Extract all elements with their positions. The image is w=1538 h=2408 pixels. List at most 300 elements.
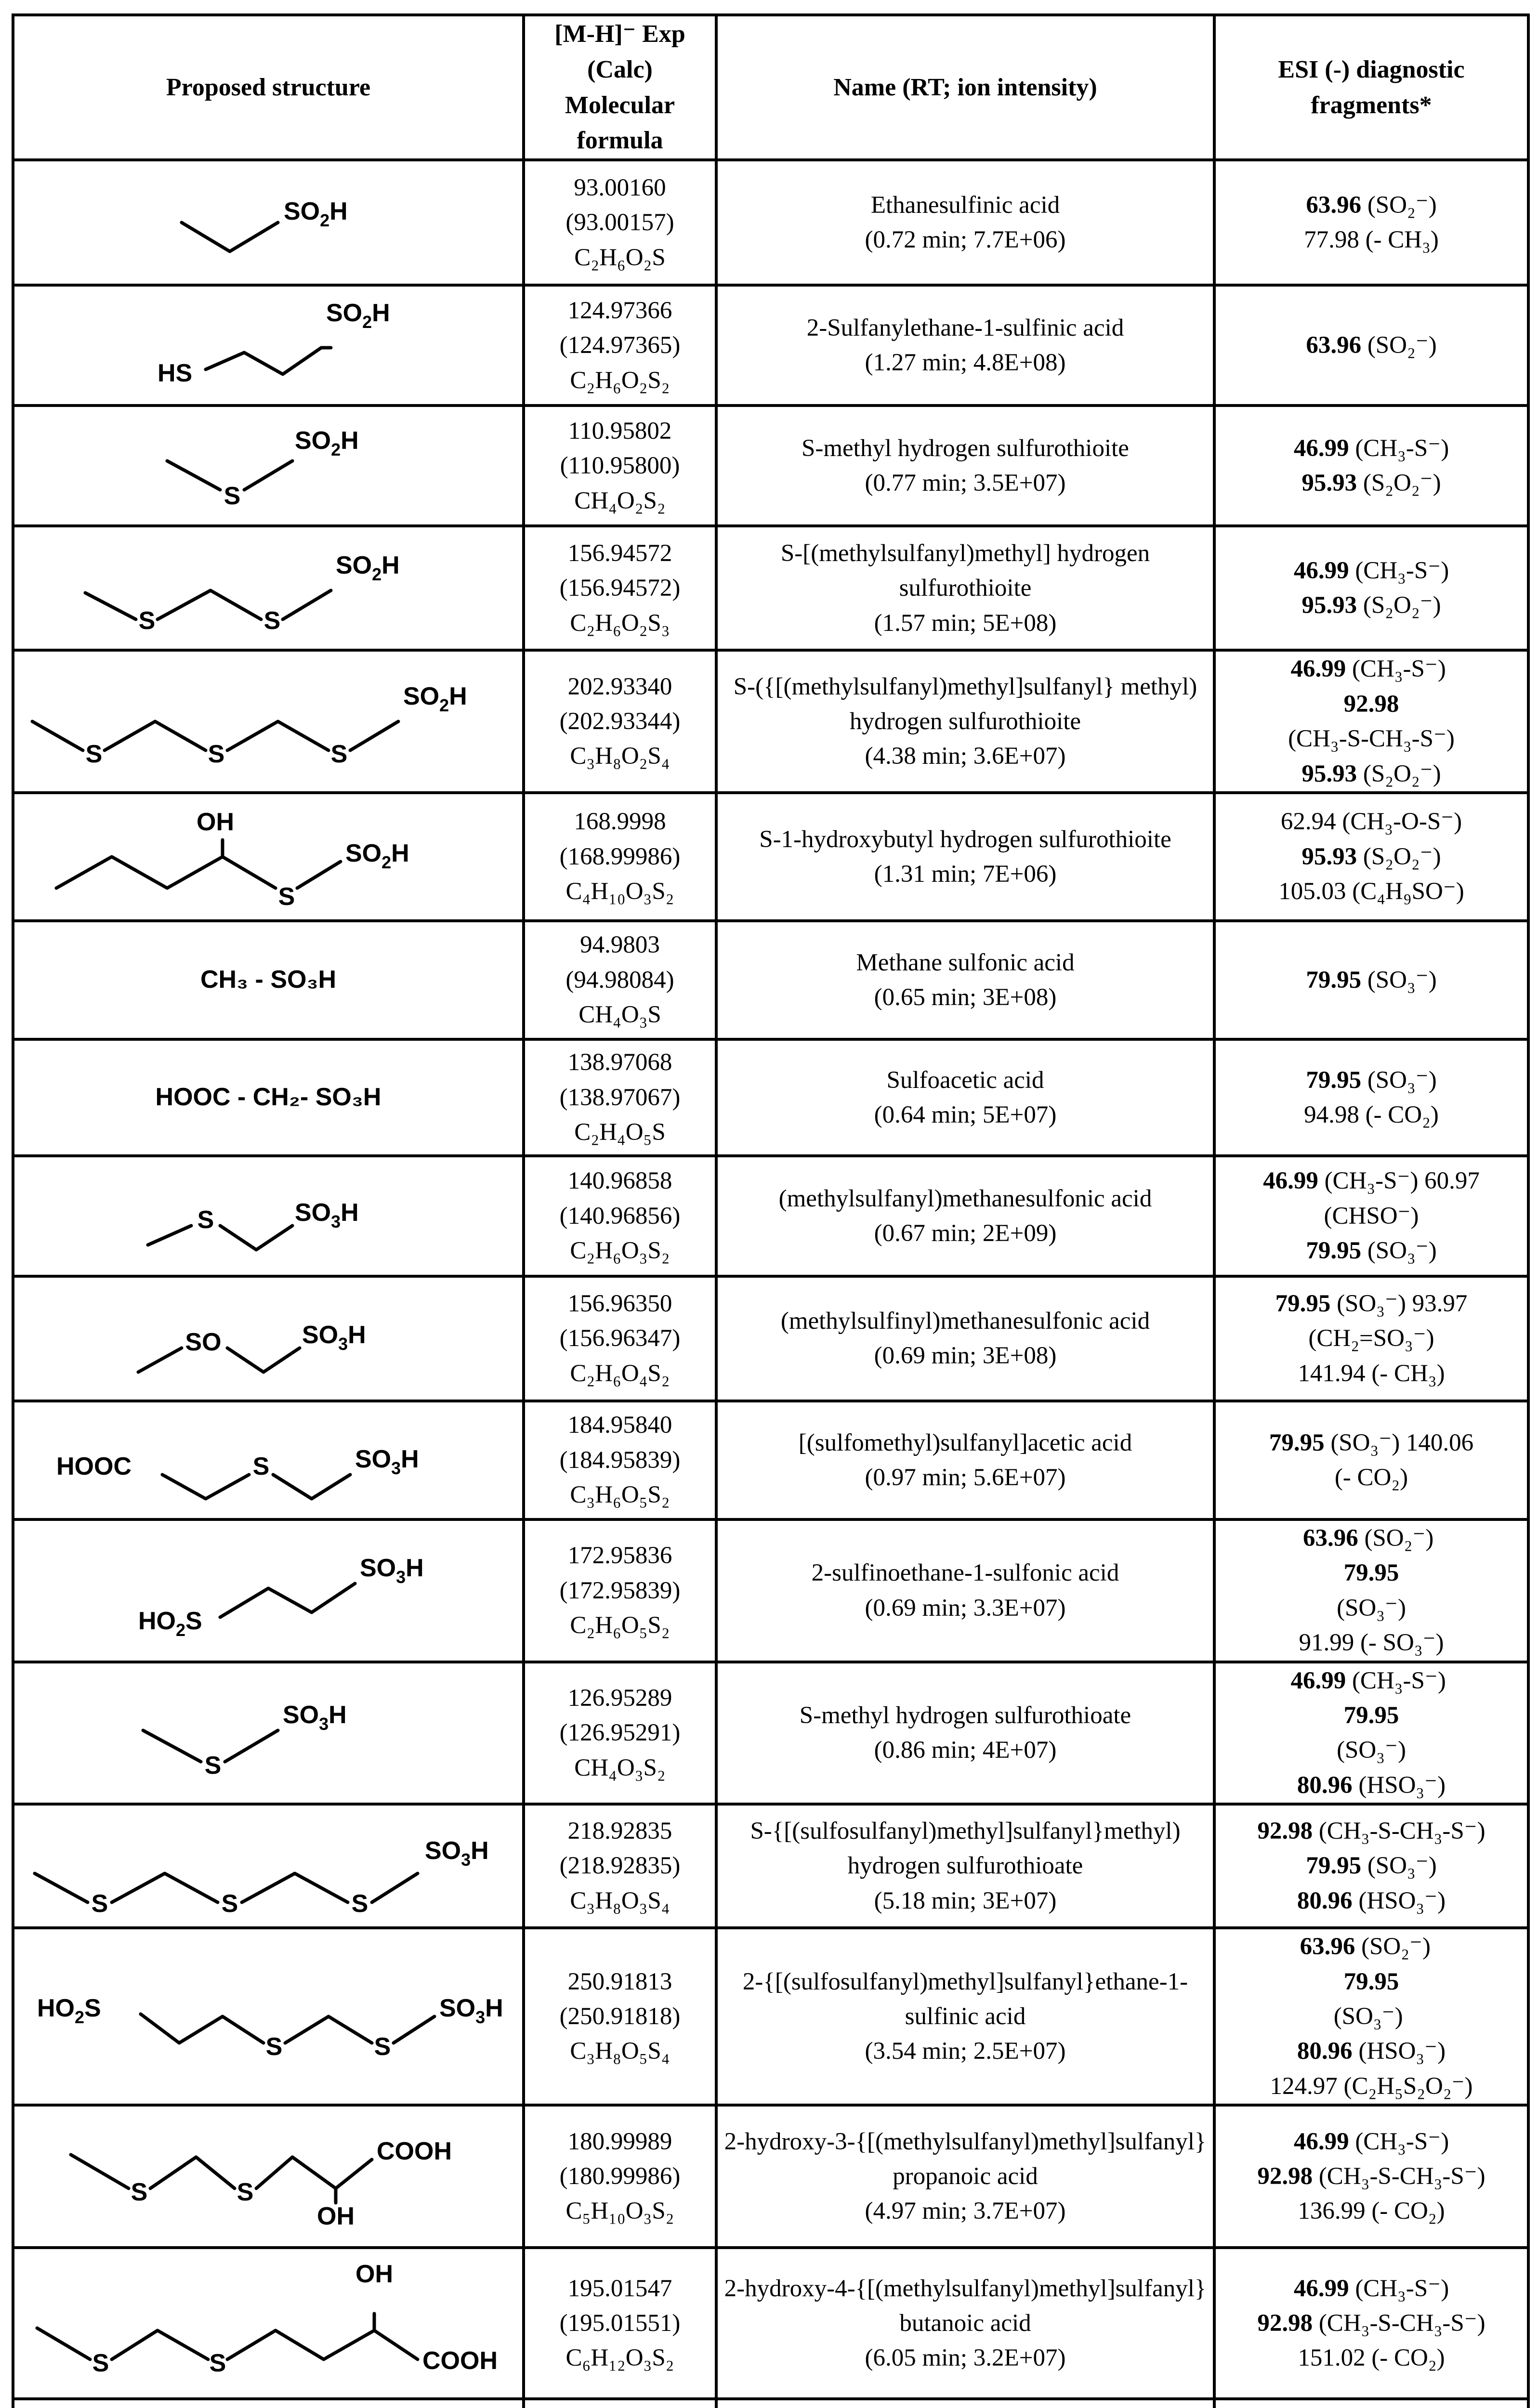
structure-drawing bbox=[148, 422, 389, 509]
structure-label: CH₃ - SO₃H bbox=[200, 966, 337, 994]
name-cell bbox=[716, 1276, 1214, 1401]
bond-line bbox=[105, 721, 206, 750]
bond-line bbox=[227, 721, 329, 750]
fragment-line bbox=[1222, 1321, 1521, 1356]
fragment-line bbox=[1222, 2069, 1521, 2104]
table-row bbox=[13, 793, 1528, 921]
retention-time: (0.72 min; 7.7E+06) bbox=[865, 226, 1066, 254]
compound-name: (methylsulfanyl)methanesulfonic acid bbox=[778, 1185, 1152, 1212]
atom-label: SO bbox=[185, 1328, 222, 1357]
retention-time: (0.67 min; 2E+09) bbox=[874, 1219, 1057, 1247]
mass-cell bbox=[524, 406, 716, 526]
structure-cell bbox=[13, 2399, 524, 2408]
fragment-mz: 79.95 bbox=[1306, 1066, 1362, 1094]
fragment-line bbox=[1222, 2194, 1521, 2228]
bond-line bbox=[148, 1226, 191, 1245]
bond-line bbox=[227, 2330, 374, 2359]
fragment-mz: 95.93 bbox=[1301, 592, 1357, 619]
fragment-line bbox=[1222, 1063, 1521, 1098]
structure-cell bbox=[13, 1276, 524, 1401]
fragment-mz: 92.98 bbox=[1257, 2163, 1313, 2190]
mass-exp: 156.94572 bbox=[567, 539, 672, 567]
atom-label: OH bbox=[317, 2202, 355, 2231]
fragment-line bbox=[1222, 1733, 1521, 1767]
fragment-line bbox=[1222, 1233, 1521, 1268]
fragments-cell bbox=[1214, 1804, 1528, 1928]
mass-exp: 110.95802 bbox=[568, 417, 672, 445]
fragment-line bbox=[1222, 1848, 1521, 1883]
fragment-ion: (CH₃-S-CH₃-S⁻) bbox=[1313, 1818, 1485, 1845]
atom-label: S bbox=[223, 482, 241, 510]
fragment-ion: 136.99 (- CO₂) bbox=[1298, 2198, 1445, 2225]
atom-label: S bbox=[131, 2178, 148, 2207]
bond-line bbox=[71, 2155, 129, 2188]
fragment-ion: (SO₂⁻) bbox=[1361, 191, 1437, 219]
atom-label: COOH bbox=[377, 2137, 452, 2166]
mass-formula: C₃H₆O₅S₂ bbox=[570, 1481, 670, 1509]
fragment-ion: (HSO₃⁻) bbox=[1352, 2038, 1446, 2065]
mass-calc: (93.00157) bbox=[565, 209, 674, 236]
atom-label: $SO_2H$ bbox=[284, 197, 348, 231]
name-cell bbox=[716, 406, 1214, 526]
fragment-mz: 46.99 bbox=[1290, 1667, 1346, 1694]
structure-drawing bbox=[100, 1533, 437, 1649]
bond-line bbox=[182, 222, 278, 251]
retention-time: (6.05 min; 3.2E+07) bbox=[865, 2344, 1066, 2372]
atom-label: S bbox=[208, 740, 225, 769]
mass-calc: (218.92835) bbox=[559, 1852, 681, 1880]
atom-label: S bbox=[209, 2349, 226, 2378]
bond-line bbox=[85, 593, 136, 619]
fragment-ion: 62.94 (CH₃-O-S⁻) bbox=[1280, 808, 1462, 836]
fragment-line bbox=[1222, 588, 1521, 623]
mass-calc: (124.97365) bbox=[559, 332, 681, 359]
bond-line bbox=[256, 2157, 372, 2188]
fragment-line bbox=[1222, 2034, 1521, 2068]
fragment-mz: 80.96 bbox=[1297, 1887, 1353, 1914]
compound-name: Ethanesulfinic acid bbox=[870, 191, 1060, 219]
header-name: Name (RT; ion intensity) bbox=[716, 15, 1214, 160]
fragment-ion: 91.99 (- SO₃⁻) bbox=[1299, 1629, 1444, 1657]
mass-exp: 124.97366 bbox=[567, 297, 672, 324]
atom-label: S bbox=[351, 1889, 368, 1918]
bond-line bbox=[394, 2016, 434, 2043]
fragment-ion: (CH₃-S-CH₃-S⁻) bbox=[1288, 725, 1455, 753]
fragment-ion: (CH₃-S⁻) bbox=[1349, 2128, 1449, 2155]
table-row bbox=[13, 526, 1528, 650]
mass-calc: (250.91818) bbox=[559, 2003, 681, 2030]
fragments-cell bbox=[1214, 2399, 1528, 2408]
fragments-cell bbox=[1214, 1276, 1528, 1401]
fragment-line bbox=[1222, 2159, 1521, 2194]
fragment-line bbox=[1222, 2271, 1521, 2306]
mass-formula: CH₄O₂S₂ bbox=[574, 487, 666, 514]
atom-label: $SO_3H$ bbox=[295, 1198, 359, 1231]
structure-cell bbox=[13, 1928, 524, 2105]
retention-time: (0.86 min; 4E+07) bbox=[874, 1737, 1057, 1764]
compound-name: 2-Sulfanylethane-1-sulfinic acid bbox=[806, 314, 1124, 341]
mass-exp: 184.95840 bbox=[567, 1412, 672, 1439]
fragment-mz: 95.93 bbox=[1301, 760, 1357, 787]
name-cell bbox=[716, 526, 1214, 650]
name-cell bbox=[716, 2248, 1214, 2399]
mass-exp: 172.95836 bbox=[567, 1542, 672, 1570]
structure-cell bbox=[13, 650, 524, 793]
structure-drawing bbox=[124, 1170, 413, 1262]
mass-formula: C₃H₈O₂S₄ bbox=[570, 743, 670, 770]
structure-cell bbox=[13, 793, 524, 921]
table-row bbox=[13, 1401, 1528, 1519]
mass-exp: 218.92835 bbox=[567, 1818, 672, 1845]
structure-cell bbox=[13, 1401, 524, 1519]
fragments-cell bbox=[1214, 526, 1528, 650]
bond-line bbox=[143, 1730, 201, 1762]
bond-line bbox=[223, 857, 276, 888]
mass-calc: (156.96347) bbox=[559, 1325, 681, 1352]
name-cell bbox=[716, 160, 1214, 285]
fragment-ion: (CH₃-S⁻) 60.97 bbox=[1318, 1167, 1480, 1195]
fragment-mz: 79.95 bbox=[1275, 1290, 1331, 1317]
header-structure: Proposed structure bbox=[13, 15, 524, 160]
fragment-ion: (CH₃-S⁻) bbox=[1349, 557, 1449, 584]
atom-label: $SO_3H$ bbox=[360, 1554, 424, 1587]
table-row bbox=[13, 1156, 1528, 1276]
fragment-line bbox=[1222, 1426, 1521, 1460]
retention-time: (1.27 min; 4.8E+08) bbox=[865, 349, 1066, 377]
fragments-cell bbox=[1214, 1401, 1528, 1519]
mass-calc: (140.96856) bbox=[559, 1202, 681, 1230]
mass-exp: 93.00160 bbox=[574, 174, 666, 201]
fragment-line bbox=[1222, 963, 1521, 997]
mass-formula: C₂H₄O₅S bbox=[574, 1119, 666, 1146]
fragment-ion: (CH₃-S⁻) bbox=[1349, 2275, 1449, 2302]
fragment-line bbox=[1222, 1164, 1521, 1198]
mass-formula: C₃H₈O₃S₄ bbox=[570, 1887, 670, 1914]
table-row bbox=[13, 1804, 1528, 1928]
structure-drawing bbox=[52, 2107, 485, 2246]
bond-line bbox=[273, 1475, 350, 1499]
mass-cell bbox=[524, 1662, 716, 1805]
fragment-line bbox=[1222, 1199, 1521, 1233]
compound-name: [(sulfomethyl)sulfanyl]acetic acid bbox=[798, 1429, 1132, 1456]
mass-formula: C₂H₆O₄S₂ bbox=[570, 1360, 670, 1387]
bond-line bbox=[150, 2157, 235, 2188]
mass-formula: C₄H₁₀O₃S₂ bbox=[565, 878, 674, 905]
atom-label: S bbox=[330, 740, 348, 769]
atom-label: $SO_3H$ bbox=[425, 1836, 489, 1870]
compound-table bbox=[12, 13, 1530, 2408]
structure-cell bbox=[13, 406, 524, 526]
structure-drawing bbox=[27, 671, 509, 772]
fragments-cell bbox=[1214, 650, 1528, 793]
fragment-line bbox=[1222, 874, 1521, 909]
name-cell bbox=[716, 650, 1214, 793]
fragment-ion: (SO₃⁻) bbox=[1361, 1852, 1437, 1880]
mass-exp: 250.91813 bbox=[567, 1968, 672, 1995]
fragment-mz: 79.95 bbox=[1306, 966, 1362, 994]
mass-cell bbox=[524, 2248, 716, 2399]
atom-label: OH bbox=[355, 2260, 393, 2289]
fragment-ion: (SO₃⁻) 140.06 bbox=[1324, 1429, 1474, 1456]
fragment-mz: 95.93 bbox=[1301, 843, 1357, 870]
mass-calc: (202.93344) bbox=[559, 707, 681, 735]
bond-line bbox=[285, 2016, 372, 2043]
fragment-ion: (S₂O₂⁻) bbox=[1357, 470, 1441, 497]
name-cell bbox=[716, 2399, 1214, 2408]
fragment-ion: (- CO₂) bbox=[1334, 1464, 1408, 1491]
mass-calc: (195.01551) bbox=[559, 2310, 681, 2337]
bond-line bbox=[37, 2328, 90, 2359]
atom-label: S bbox=[237, 2178, 254, 2207]
mass-cell bbox=[524, 921, 716, 1039]
fragment-mz: 92.98 bbox=[1257, 1818, 1313, 1845]
bond-line bbox=[283, 590, 331, 619]
atom-label: S bbox=[374, 2033, 391, 2061]
fragment-mz: 92.98 bbox=[1343, 690, 1399, 718]
compound-name: S-{[(sulfosulfanyl)methyl]sulfanyl}methyl) hydrogen sulfurothioate bbox=[750, 1818, 1181, 1880]
structure-cell bbox=[13, 285, 524, 406]
structure-cell bbox=[13, 160, 524, 285]
fragment-mz: 79.95 bbox=[1306, 1237, 1362, 1265]
fragments-cell bbox=[1214, 1928, 1528, 2105]
bond-line bbox=[162, 1475, 249, 1499]
mass-cell bbox=[524, 2105, 716, 2248]
fragment-line bbox=[1222, 2124, 1521, 2159]
retention-time: (0.69 min; 3E+08) bbox=[874, 1342, 1057, 1370]
mass-calc: (184.95839) bbox=[559, 1446, 681, 1474]
fragments-cell bbox=[1214, 2248, 1528, 2399]
bond-line bbox=[372, 1873, 418, 1902]
mass-cell bbox=[524, 650, 716, 793]
structure-label: HOOC - CH₂- SO₃H bbox=[155, 1083, 381, 1112]
fragment-line bbox=[1222, 431, 1521, 466]
fragment-ion: (S₂O₂⁻) bbox=[1357, 592, 1441, 619]
table-row bbox=[13, 1519, 1528, 1662]
atom-label: $SO_2H$ bbox=[326, 299, 390, 332]
retention-time: (1.31 min; 7E+06) bbox=[874, 860, 1057, 888]
retention-time: (1.57 min; 5E+08) bbox=[874, 609, 1057, 637]
retention-time: (0.65 min; 3E+08) bbox=[874, 983, 1057, 1011]
atom-label: S bbox=[221, 1889, 238, 1918]
mass-exp: 180.99989 bbox=[567, 2128, 672, 2155]
fragments-cell bbox=[1214, 406, 1528, 526]
mass-formula: CH₄O₃S bbox=[578, 1001, 661, 1029]
header-fragments: ESI (-) diagnostic fragments* bbox=[1214, 15, 1528, 160]
mass-formula: C₂H₆O₂S₃ bbox=[570, 609, 670, 637]
fragment-line bbox=[1222, 2341, 1521, 2375]
table-row bbox=[13, 2105, 1528, 2248]
mass-cell bbox=[524, 1156, 716, 1276]
mass-formula: CH₄O₃S₂ bbox=[574, 1754, 666, 1781]
fragment-line bbox=[1222, 1625, 1521, 1660]
fragment-line bbox=[1222, 839, 1521, 874]
bond-line bbox=[56, 857, 223, 888]
bond-line bbox=[112, 2330, 208, 2359]
atom-label: S bbox=[197, 1205, 214, 1234]
name-cell bbox=[716, 1156, 1214, 1276]
fragment-ion: (SO₃⁻) 93.97 bbox=[1330, 1290, 1468, 1317]
fragment-line bbox=[1222, 1768, 1521, 1803]
fragment-line bbox=[1222, 687, 1521, 721]
mass-cell bbox=[524, 1276, 716, 1401]
atom-label: $SO_3H$ bbox=[302, 1321, 366, 1354]
structure-cell bbox=[13, 1804, 524, 1928]
retention-time: (4.97 min; 3.7E+07) bbox=[865, 2198, 1066, 2225]
bond-line bbox=[32, 721, 83, 750]
mass-exp: 168.9998 bbox=[574, 808, 666, 836]
atom-label: $HO_2S$ bbox=[138, 1607, 202, 1640]
fragment-ion: 141.94 (- CH₃) bbox=[1298, 1360, 1445, 1387]
table-row bbox=[13, 2248, 1528, 2399]
fragment-line bbox=[1222, 1098, 1521, 1132]
compound-name: S-methyl hydrogen sulfurothioate bbox=[799, 1701, 1131, 1729]
fragment-line bbox=[1222, 1663, 1521, 1698]
bond-line bbox=[220, 1584, 355, 1617]
mass-cell bbox=[524, 160, 716, 285]
atom-label: $SO_3H$ bbox=[439, 1994, 503, 2028]
fragment-ion: (S₂O₂⁻) bbox=[1357, 760, 1441, 787]
fragment-line bbox=[1222, 1356, 1521, 1391]
fragment-line bbox=[1222, 1591, 1521, 1625]
compound-name: S-[(methylsulfanyl)methyl] hydrogen sulfurothioite bbox=[780, 539, 1150, 602]
table-row bbox=[13, 1039, 1528, 1156]
fragment-line bbox=[1222, 1286, 1521, 1321]
structure-cell bbox=[13, 2248, 524, 2399]
fragment-ion: (SO₂⁻) bbox=[1355, 1933, 1443, 1961]
mass-calc: (138.97067) bbox=[559, 1084, 681, 1111]
fragment-ion: (SO₃⁻) bbox=[1361, 966, 1437, 994]
fragments-cell bbox=[1214, 1662, 1528, 1805]
atom-label: OH bbox=[197, 808, 234, 836]
fragment-mz: 80.96 bbox=[1297, 1771, 1353, 1799]
compound-name: 2-hydroxy-4-{[(methylsulfanyl)methyl]sulfanyl} butanoic acid bbox=[724, 2275, 1207, 2337]
fragments-cell bbox=[1214, 1156, 1528, 1276]
fragment-line bbox=[1222, 1929, 1521, 1964]
fragment-mz: 46.99 bbox=[1293, 2128, 1349, 2155]
mass-calc: (94.98084) bbox=[565, 966, 674, 994]
bond-line bbox=[158, 590, 261, 619]
fragment-mz: 79.95 bbox=[1343, 1559, 1399, 1587]
bond-line bbox=[112, 1873, 218, 1902]
name-cell bbox=[716, 1662, 1214, 1805]
mass-cell bbox=[524, 2399, 716, 2408]
bond-line bbox=[242, 1873, 348, 1902]
compound-name: Methane sulfonic acid bbox=[856, 949, 1075, 976]
mass-cell bbox=[524, 285, 716, 406]
bond-line bbox=[225, 1730, 278, 1762]
retention-time: (0.64 min; 5E+07) bbox=[874, 1101, 1057, 1128]
mass-formula: C₅H₁₀O₃S₂ bbox=[565, 2198, 674, 2225]
atom-label: S bbox=[91, 1889, 108, 1918]
name-cell bbox=[716, 921, 1214, 1039]
retention-time: (5.18 min; 3E+07) bbox=[874, 1887, 1057, 1914]
atom-label: $SO_2H$ bbox=[336, 551, 400, 585]
fragment-mz: 46.99 bbox=[1263, 1167, 1318, 1195]
mass-cell bbox=[524, 1519, 716, 1662]
mass-formula: C₂H₆O₂S bbox=[574, 244, 666, 271]
fragment-line bbox=[1222, 222, 1521, 257]
bond-line bbox=[206, 348, 321, 374]
mass-exp: 126.95289 bbox=[567, 1684, 672, 1712]
fragments-cell bbox=[1214, 921, 1528, 1039]
mass-formula: C₂H₆O₅S₂ bbox=[570, 1611, 670, 1639]
fragment-mz: 46.99 bbox=[1293, 2275, 1349, 2302]
compound-name: S-({[(methylsulfanyl)methyl]sulfanyl} methyl) hydrogen sulfurothioite bbox=[733, 673, 1197, 735]
name-cell bbox=[716, 285, 1214, 406]
atom-label: S bbox=[204, 1752, 222, 1780]
mass-exp: 94.9803 bbox=[580, 931, 660, 959]
bond-line bbox=[138, 1348, 182, 1372]
fragment-ion: (SO₃⁻) bbox=[1361, 1066, 1437, 1094]
table-row bbox=[13, 1276, 1528, 1401]
fragment-line bbox=[1222, 1460, 1521, 1495]
structure-drawing bbox=[27, 1818, 509, 1918]
fragment-line bbox=[1222, 188, 1521, 222]
bond-line bbox=[141, 2014, 263, 2043]
structure-drawing bbox=[27, 2251, 509, 2395]
fragment-mz: 79.95 bbox=[1343, 1701, 1399, 1729]
compound-name: 2-hydroxy-3-{[(methylsulfanyl)methyl]sulfanyl} propanoic acid bbox=[724, 2128, 1207, 2190]
structure-drawing bbox=[52, 794, 485, 919]
table-row bbox=[13, 285, 1528, 406]
mass-calc: (168.99986) bbox=[559, 843, 681, 870]
mass-formula: C₃H₈O₅S₄ bbox=[570, 2038, 670, 2065]
bond-line bbox=[35, 1873, 88, 1902]
fragment-ion: (SO₃⁻) bbox=[1337, 1737, 1406, 1764]
mass-cell bbox=[524, 1039, 716, 1156]
compound-name: S-1-hydroxybutyl hydrogen sulfurothioite bbox=[759, 825, 1171, 853]
fragment-line bbox=[1222, 757, 1521, 791]
fragment-line bbox=[1222, 553, 1521, 588]
fragment-mz: 80.96 bbox=[1297, 2038, 1353, 2065]
fragment-ion: (CH₃-S-CH₃-S⁻) bbox=[1313, 2163, 1485, 2190]
fragments-cell bbox=[1214, 160, 1528, 285]
fragment-mz: 46.99 bbox=[1293, 557, 1349, 584]
atom-label: $HO_2S$ bbox=[37, 1994, 101, 2028]
header-mass: [M-H]⁻ Exp (Calc) Molecular formula bbox=[524, 15, 716, 160]
fragment-line bbox=[1222, 328, 1521, 363]
fragment-ion: (CH₃-S⁻) bbox=[1346, 655, 1452, 683]
fragment-ion: (HSO₃⁻) bbox=[1352, 1887, 1446, 1914]
fragment-mz: 95.93 bbox=[1301, 470, 1357, 497]
fragments-cell bbox=[1214, 2105, 1528, 2248]
atom-label: S bbox=[85, 740, 103, 769]
fragment-mz: 63.96 bbox=[1300, 1933, 1355, 1961]
mass-exp: 156.96350 bbox=[567, 1290, 672, 1317]
mass-formula: C₂H₆O₃S₂ bbox=[570, 1237, 670, 1265]
fragment-ion: (SO₃⁻) bbox=[1333, 2003, 1409, 2030]
fragment-ion: (CH₃-S⁻) bbox=[1346, 1667, 1452, 1694]
name-cell bbox=[716, 1928, 1214, 2105]
name-cell bbox=[716, 2105, 1214, 2248]
bond-line bbox=[227, 1348, 300, 1372]
mass-calc: (180.99986) bbox=[559, 2163, 681, 2190]
structure-cell bbox=[13, 1039, 524, 1156]
atom-label: $SO_3H$ bbox=[283, 1701, 347, 1734]
atom-label: S bbox=[265, 2033, 283, 2061]
compound-name: (methylsulfinyl)methanesulfonic acid bbox=[780, 1308, 1150, 1335]
fragment-mz: 63.96 bbox=[1306, 191, 1362, 219]
mass-cell bbox=[524, 526, 716, 650]
structure-drawing bbox=[76, 540, 461, 636]
fragment-line bbox=[1222, 1999, 1521, 2034]
fragment-ion: 151.02 (- CO₂) bbox=[1298, 2344, 1445, 2372]
mass-cell bbox=[524, 1401, 716, 1519]
fragments-cell bbox=[1214, 1519, 1528, 1662]
fragment-ion: (SO₂⁻) bbox=[1361, 332, 1437, 359]
atom-label: $SO_2H$ bbox=[295, 427, 359, 460]
mass-exp: 138.97068 bbox=[567, 1049, 672, 1076]
